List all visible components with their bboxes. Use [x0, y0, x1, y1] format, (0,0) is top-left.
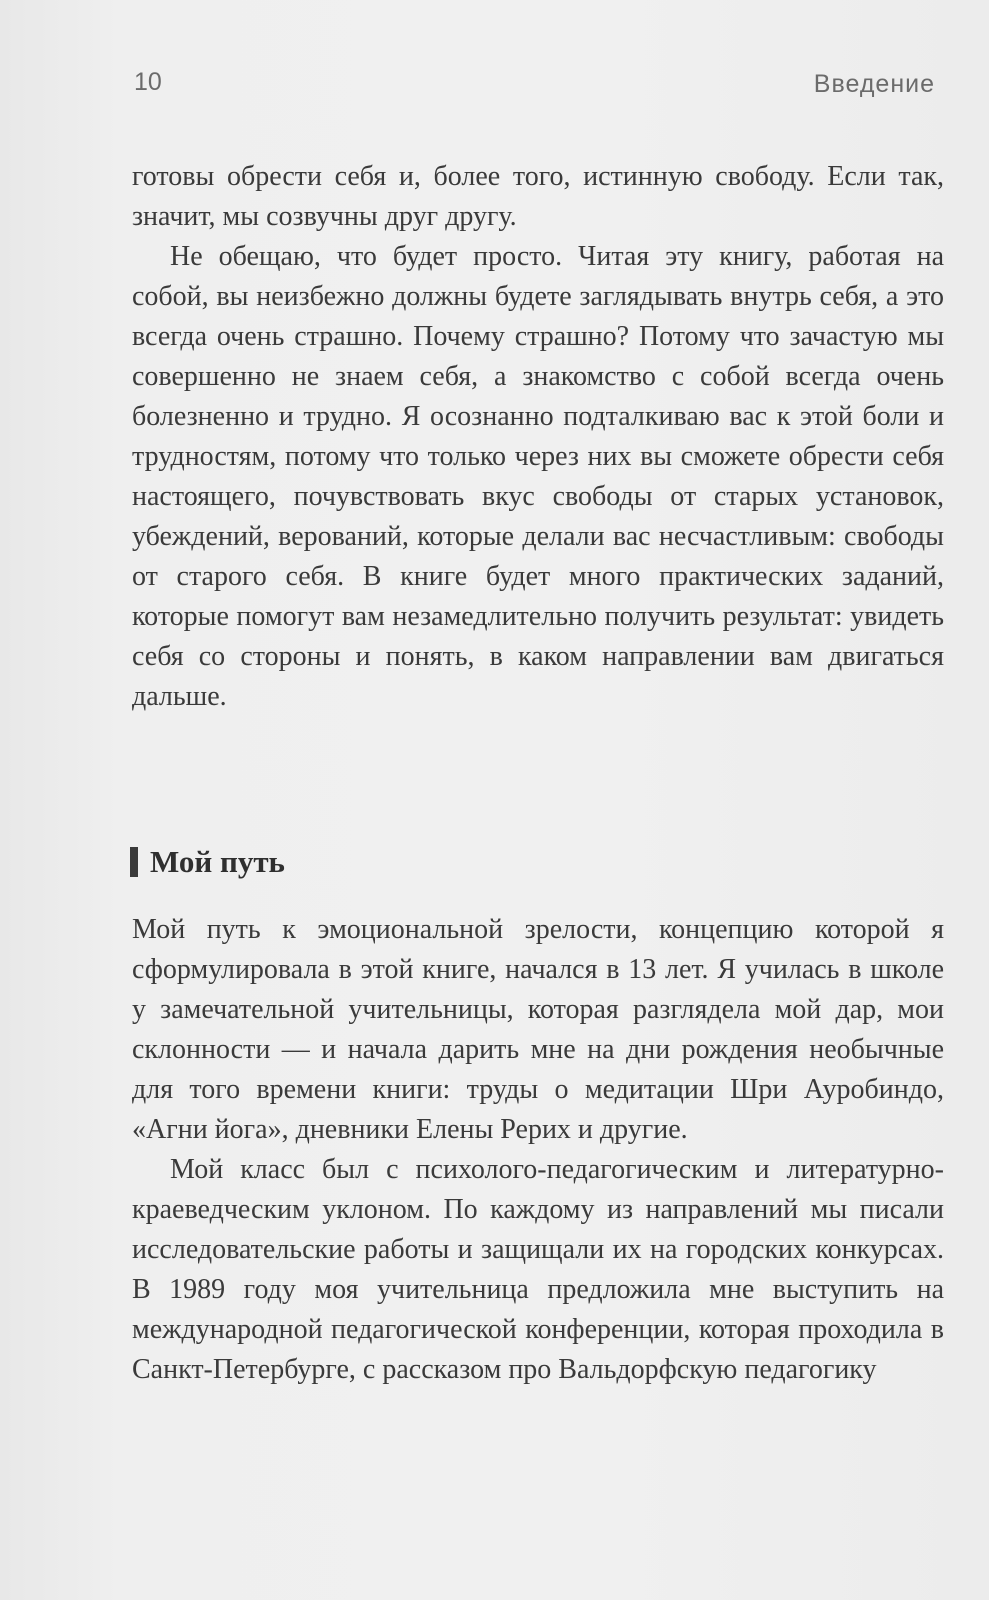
running-head [134, 68, 935, 104]
running-head-section: Введение [813, 70, 935, 98]
paragraph: Мой путь к эмоциональной зрелости, концепцию которой я сформулировала в этой книге, начался в 13 лет. Я училась в школе у замечательной учительницы, которая разглядела мой дар, мои склонности — и начала дарить мне на дни рождения необычные для того времени книги: труды о медитации Шри Ауробиндо, «Агни йога», дневники Елены Рерих и другие. [132, 914, 944, 1145]
section-heading [130, 840, 285, 884]
section-text [132, 910, 944, 1390]
paragraph: готовы обрести себя и, более того, истинную свободу. Если так, значит, мы созвучны друг другу. [132, 161, 944, 232]
page-number: 10 [134, 68, 162, 96]
paragraph: Мой класс был с психолого-педагогическим и литературно-краеведческим уклоном. По каждому из направлений мы писали исследовательские работы и защищали их на городских конкурсах. В 1989 году моя учительница предложила мне выступить на международной педагогической конференции, которая проходила в Санкт-Петербурге, с рассказом про Вальдорфскую педагогику [132, 1154, 944, 1385]
intro-text [132, 157, 944, 717]
paragraph: Не обещаю, что будет просто. Читая эту книгу, работая на собой, вы неизбежно должны будете заглядывать внутрь себя, а это всегда очень страшно. Почему страшно? Потому что зачастую мы совершенно не знаем себя, а знакомство с собой всегда очень болезненно и трудно. Я осознанно подталкиваю вас к этой боли и трудностям, потому что только через них вы сможете обрести себя настоящего, почувствовать вкус свободы от старых установок, убеждений, верований, которые делали вас несчастливым: свободы от старого себя. В книге будет много практических заданий, которые помогут вам незамедлительно получить результат: увидеть себя со стороны и понять, в каком направлении вам двигаться дальше. [132, 241, 944, 712]
heading-marker [130, 847, 138, 877]
section-heading-text: Мой путь [150, 844, 285, 879]
